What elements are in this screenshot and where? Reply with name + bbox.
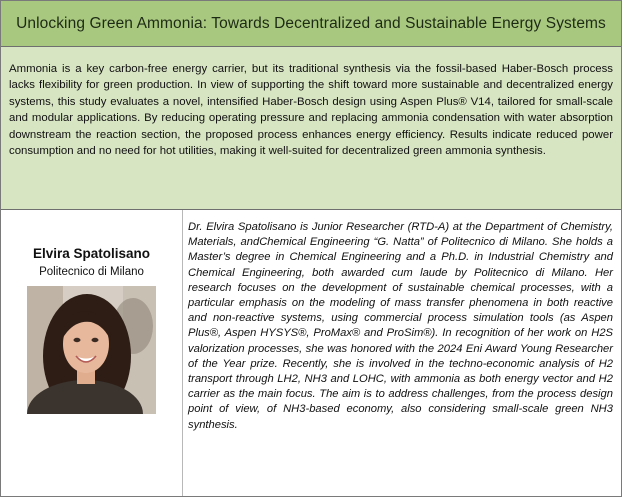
abstract-band (1, 47, 621, 210)
abstract-text: Ammonia is a key carbon-free energy carrier, but its traditional synthesis via the fossil-based Haber-Bosch process lacks flexibility for green production. In view of supporting the shift toward more sustainable and decentralized energy systems, this study evaluates a novel, intensified Haber-Bosch design using Aspen Plus® V14, tailored for small-scale and modular applications. By reducing operating pressure and replacing ammonia condensation with water absorption downstream the reaction section, the proposed process enhances energy efficiency. Results indicate reduced power consumption and no need for hot utilities, making it well-suited for decentralized green ammonia synthesis. (9, 63, 613, 158)
talk-title: Unlocking Green Ammonia: Towards Decentralized and Sustainable Energy Systems (16, 15, 606, 32)
speaker-photo (27, 286, 156, 414)
speaker-affiliation: Politecnico di Milano (39, 266, 144, 278)
speaker-bio: Dr. Elvira Spatolisano is Junior Researcher (RTD-A) at the Department of Chemistry, Materials, andChemical Engineering “G. Natta” of Politecnico di Milano. She holds a Master’s degree in Chemical Engineering and a Ph.D. in Industrial Chemistry and Chemical Engineering, both awarded cum laude by Politecnico di Milano. Her research focuses on the development of sustainable chemical processes, with a particular emphasis on the modeling of mass transfer phenomena in both reactive and non-reactive systems, using commercial process simulation tools (as Aspen Plus®, Aspen HYSYS®, ProMax® and ProSim®). In recognition of her work on H2S valorization processes, she was honored with the 2024 Eni Award Young Researcher of the Year prize. Recently, she is involved in the techno-economic analysis of H2 transport through LH2, NH3 and LOHC, with ammonia as both energy vector and H2 carrier as the main focus. The aim is to address challenges, from the process design point of view, of NH3-based economy, also considering small-scale green NH3 synthesis. (188, 221, 613, 431)
speaker-name: Elvira Spatolisano (32, 246, 151, 261)
speaker-section (1, 210, 621, 496)
title-band (1, 1, 621, 47)
column-divider (182, 210, 183, 496)
